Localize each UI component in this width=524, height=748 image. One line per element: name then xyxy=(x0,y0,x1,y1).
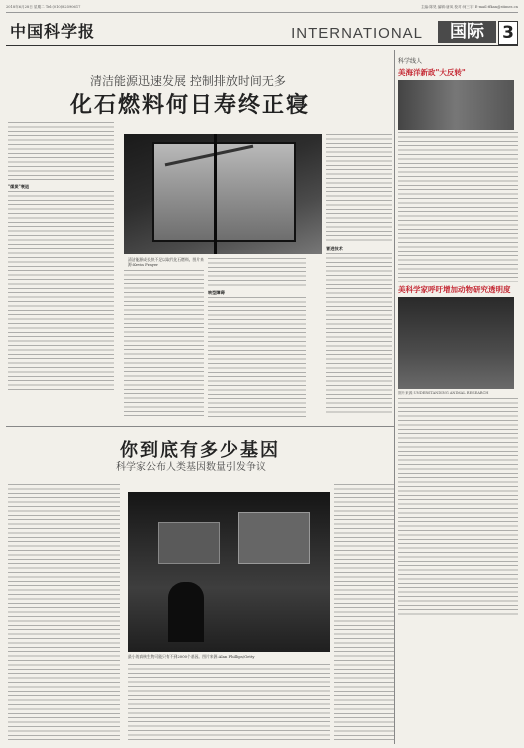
sidebar-divider xyxy=(394,50,395,744)
article1-subhead-3: 冒进技术 xyxy=(326,246,343,251)
sidebar-title-1: 美海洋新政"大反转" xyxy=(398,68,466,77)
article1-photo-caption: 清洁能源成长快不足以取代化石燃料。图片来源:Kevin Frayer xyxy=(128,257,204,267)
photo-window xyxy=(152,142,296,242)
article1-kicker: 清洁能源迅速发展 控制排放时间无多 xyxy=(90,74,286,88)
photo-screen xyxy=(158,522,220,564)
sidebar-byline: 图片来源:UNDERSTANDING ANIMAL RESEARCH xyxy=(398,391,489,395)
sidebar xyxy=(398,54,518,744)
article1-column-1 xyxy=(8,122,114,422)
editor-line: 主编:陈昊 编辑:唐凤 校对:何三宇 E-mail:tfkan@stimes.cn xyxy=(420,5,518,9)
sidebar-text-2 xyxy=(398,398,518,618)
article1-headline: 化石燃料何日寿终正寝 xyxy=(70,93,311,118)
photo-screen xyxy=(238,512,310,564)
masthead xyxy=(6,15,518,46)
sidebar-photo-2 xyxy=(398,297,514,389)
article1-column-2 xyxy=(124,270,204,418)
section-divider xyxy=(6,426,394,427)
date-line: 2018年6月28日 星期二 Tel:(010)82590617 xyxy=(6,5,81,9)
article1-photo xyxy=(124,134,322,254)
article2-lower-text xyxy=(128,664,330,744)
article2-column-1 xyxy=(8,484,120,744)
section-english: INTERNATIONAL xyxy=(291,25,423,42)
sidebar-title-2: 美科学家呼吁增加动物研究透明度 xyxy=(398,285,511,294)
article2-photo-caption: 最小的真核生物可能只有不到2000个基因。图片来源:Alan Phillips/Getty xyxy=(128,654,255,659)
article1-column-3 xyxy=(208,258,306,418)
newspaper-brand: 中国科学报 xyxy=(10,22,96,41)
sidebar-header: 科学线人 xyxy=(398,58,423,65)
photo-frame xyxy=(214,134,217,254)
article2-column-3 xyxy=(334,484,394,744)
article2-photo xyxy=(128,492,330,652)
article1-column-4 xyxy=(326,134,392,418)
sidebar-text-1 xyxy=(398,132,518,282)
section-chinese: 国际 xyxy=(438,21,496,43)
article1-subhead-2: 转型障碍 xyxy=(208,290,225,295)
sidebar-photo-1 xyxy=(398,80,514,130)
body-text-lines xyxy=(8,122,114,182)
article2-headline: 你到底有多少基因 xyxy=(120,440,280,461)
article1-subhead-1: "煤炭"衰退 xyxy=(8,184,30,189)
article2-subtitle: 科学家公布人类基因数量引发争议 xyxy=(116,462,266,473)
body-text-lines xyxy=(8,191,114,391)
page-number: 3 xyxy=(498,21,518,45)
top-info-bar xyxy=(6,4,518,13)
photo-person xyxy=(168,582,204,642)
